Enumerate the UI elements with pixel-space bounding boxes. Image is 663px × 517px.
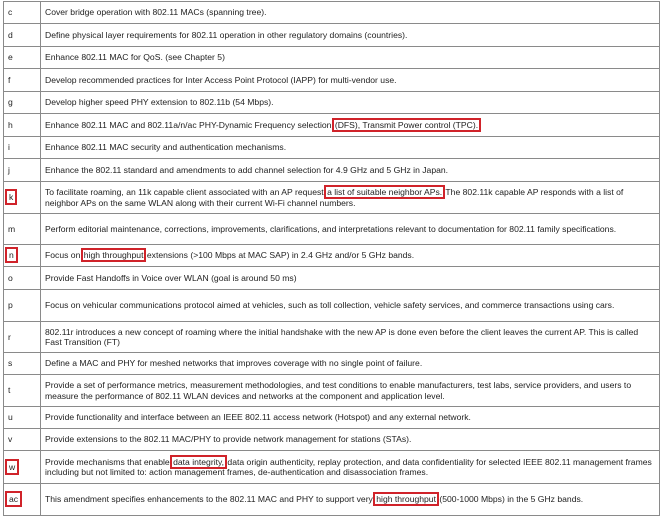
amendment-description: Cover bridge operation with 802.11 MACs (spanning tree). <box>41 2 660 24</box>
table-row <box>4 429 660 451</box>
amendment-description: Provide Fast Handoffs in Voice over WLAN (goal is around 50 ms) <box>41 267 660 290</box>
table-row <box>4 484 660 516</box>
amendment-description: This amendment specifies enhancements to the 802.11 MAC and PHY to support very high throughput (500-1000 Mbps) in the 5 GHz bands. <box>41 484 660 516</box>
amendment-description: Provide functionality and interface between an IEEE 802.11 access network (Hotspot) and any external network. <box>41 407 660 429</box>
ieee-802-11-amendments-table <box>3 1 660 516</box>
table-row <box>4 159 660 182</box>
amendment-letter: m <box>4 214 41 245</box>
amendment-letter <box>4 245 41 267</box>
highlight-very-high-throughput: high throughput <box>376 494 436 505</box>
amendment-letter: g <box>4 92 41 114</box>
highlight-high-throughput: high throughput <box>83 250 144 261</box>
amendment-description: Enhance 802.11 MAC security and authentication mechanisms. <box>41 137 660 159</box>
amendment-description: Enhance the 802.11 standard and amendments to add channel selection for 4.9 GHz and 5 GHz in Japan. <box>41 159 660 182</box>
table-row <box>4 92 660 114</box>
table-row <box>4 2 660 24</box>
amendment-letter: j <box>4 159 41 182</box>
amendment-description: Enhance 802.11 MAC and 802.11a/n/ac PHY-Dynamic Frequency selection (DFS), Transmit Power control (TPC). <box>41 114 660 137</box>
highlight-dfs-tpc: (DFS), Transmit Power control (TPC). <box>334 119 479 130</box>
amendment-letter: p <box>4 290 41 322</box>
table-row <box>4 24 660 47</box>
amendment-description: Define physical layer requirements for 802.11 operation in other regulatory domains (countries). <box>41 24 660 47</box>
highlight-letter-w: w <box>9 461 16 472</box>
amendment-description: Enhance 802.11 MAC for QoS. (see Chapter 5) <box>41 47 660 69</box>
amendment-letter: e <box>4 47 41 69</box>
table-row <box>4 322 660 353</box>
amendment-letter: h <box>4 114 41 137</box>
table-row <box>4 47 660 69</box>
amendment-description: Provide mechanisms that enable data integrity, data origin authenticity, replay protection, and data confidentiality for selected IEEE 802.11 management frames including but not limited to: action management frames, de-authentication and disassociation frames. <box>41 451 660 484</box>
amendment-letter: i <box>4 137 41 159</box>
highlight-letter-n: n <box>9 250 14 261</box>
amendment-description: Focus on high throughput extensions (>100 Mbps at MAC SAP) in 2.4 GHz and/or 5 GHz bands. <box>41 245 660 267</box>
table-row <box>4 290 660 322</box>
table-row <box>4 407 660 429</box>
highlight-letter-ac: ac <box>9 494 19 505</box>
table-row <box>4 137 660 159</box>
amendment-description: Provide extensions to the 802.11 MAC/PHY to provide network management for stations (STAs). <box>41 429 660 451</box>
amendment-description: Focus on vehicular communications protocol aimed at vehicles, such as toll collection, vehicle safety services, and commerce transactions using cars. <box>41 290 660 322</box>
highlight-neighbor-aps: a list of suitable neighbor APs. <box>327 187 443 198</box>
amendment-letter: d <box>4 24 41 47</box>
amendment-description: Develop higher speed PHY extension to 802.11b (54 Mbps). <box>41 92 660 114</box>
amendment-letter: s <box>4 353 41 375</box>
highlight-letter-k: k <box>9 192 14 203</box>
amendment-letter <box>4 484 41 516</box>
amendment-letter: f <box>4 69 41 92</box>
amendment-letter <box>4 182 41 214</box>
table-row <box>4 375 660 407</box>
amendment-letter: c <box>4 2 41 24</box>
amendment-description: Develop recommended practices for Inter Access Point Protocol (IAPP) for multi-vendor use. <box>41 69 660 92</box>
amendment-description: To facilitate roaming, an 11k capable client associated with an AP request a list of suitable neighbor APs. The 802.11k capable AP responds with a list of neighbor APs on the same WLAN along with their current Wi-Fi channel numbers. <box>41 182 660 214</box>
table-row <box>4 267 660 290</box>
amendment-description: Define a MAC and PHY for meshed networks that improves coverage with no single point of failure. <box>41 353 660 375</box>
highlight-data-integrity: data integrity, <box>173 456 225 467</box>
amendment-letter: t <box>4 375 41 407</box>
table-row <box>4 114 660 137</box>
table-row <box>4 182 660 214</box>
amendment-description: Perform editorial maintenance, corrections, improvements, clarifications, and interpretations relevant to documentation for 802.11 family specifications. <box>41 214 660 245</box>
table-row <box>4 353 660 375</box>
amendment-letter: r <box>4 322 41 353</box>
amendment-description: 802.11r introduces a new concept of roaming where the initial handshake with the new AP is done even before the client leaves the current AP. This is called Fast Transition (FT) <box>41 322 660 353</box>
table-row <box>4 69 660 92</box>
table-row <box>4 214 660 245</box>
amendment-letter: v <box>4 429 41 451</box>
amendment-letter: o <box>4 267 41 290</box>
amendment-description: Provide a set of performance metrics, measurement methodologies, and test conditions to enable manufacturers, test labs, service providers, and users to measure the performance of 802.11 WLAN devices and networks at the component and application level. <box>41 375 660 407</box>
amendment-letter: u <box>4 407 41 429</box>
table-row <box>4 451 660 484</box>
table-row <box>4 245 660 267</box>
amendment-letter <box>4 451 41 484</box>
